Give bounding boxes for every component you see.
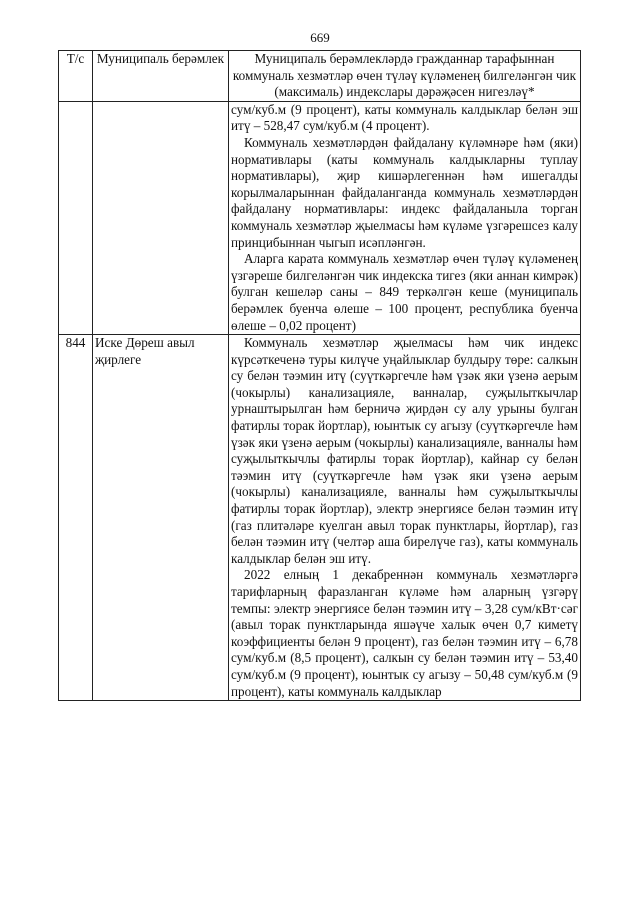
header-justification: Муниципаль берәмлекләрдә гражданнар тарафыннан коммуналь хезмәтләр өчен түләү күләменең билгеләнгән чик (максималь) индекслары дәрәҗәсен нигезләү*: [229, 51, 581, 102]
header-municipality: Муниципаль берәмлек: [93, 51, 229, 102]
tariff-justification-table: [58, 50, 581, 701]
table-row-continued: [59, 101, 581, 334]
cell-municipality-empty: [93, 101, 229, 334]
table-row-844: [59, 335, 581, 701]
cell-number-empty: [59, 101, 93, 334]
paragraph: сум/куб.м (9 процент), каты коммуналь калдыклар белән эш итү – 528,47 сум/куб.м (4 процент).: [231, 101, 578, 134]
cell-municipality: Иске Дөреш авыл җирлеге: [93, 335, 229, 701]
cell-justification: [229, 101, 581, 334]
paragraph: Коммуналь хезмәтләр җыелмасы һәм чик индекс күрсәткеченә туры килүче уңайлыклар булдыру төре: салкын су белән тәэмин итү (суүткәргечле һәм үзәк яки үзенә аерым (чокырлы) канализацияле, ванналар, суҗылыткычлар урнаштырылган һәм берничә җирдән су алу урыны булган фатирлы торак йортлар), юынтык су агызу (суүткәргечле һәм үзәк яки үзенә аерым (чокырлы) канализацияле, ванналы һәм суҗылыткычлы фатирлы торак йортлар), кайнар су белән тәэмин итү (суүткәргечле һәм үзәк яки үзенә аерым (чокырлы) канализацияле, ванналы һәм суҗылыткычлы фатирлы торак йортлар), электр энергиясе белән тәэмин итү (газ плитәләре куелган авыл торак пунктлары, йортлар), газ белән тәэмин итү (челтәр аша бирелүче газ), каты коммуналь калдыклар белән эш итү.: [231, 335, 578, 566]
page-number: 669: [310, 30, 330, 45]
table-header-row: [59, 51, 581, 102]
header-number: Т/с: [59, 51, 93, 102]
cell-number: 844: [59, 335, 93, 701]
cell-justification: [229, 335, 581, 701]
paragraph: 2022 елның 1 декабреннән коммуналь хезмәтләргә тарифларның фаразланган күләме һәм аларның үзгәрү темпы: электр энергиясе белән тәэмин итү – 3,28 сум/кВт·сәг (авыл торак пунктларында яшәүче халык өчен 0,7 киметү коэффициенты белән 9 процент), газ белән тәэмин итү – 6,78 сум/куб.м (8,5 процент), салкын су белән тәэмин итү – 53,40 сум/куб.м (9 процент), юынтык су агызу – 50,48 сум/куб.м (9 процент), каты коммуналь калдыклар: [231, 567, 578, 699]
paragraph: Коммуналь хезмәтләрдән файдалану күләмнәре һәм (яки) нормативлары (каты коммуналь калдыкларны туплау нормативлары), җир кишәрлегеннән һәм ишегалды корылмаларыннан файдаланганда коммуналь хезмәтләрдән файдалану нормативлары: индекс файдаланыла торган коммуналь хезмәтләр җыелмасы һәм күләме үзгәрешсез калу принцибыннан чыгып исәпләнгән.: [231, 134, 578, 250]
paragraph: Аларга карата коммуналь хезмәтләр өчен түләү күләменең үзгәреше билгеләнгән чик индекска тигез (яки аннан кимрәк) булган кешеләр саны – 849 теркәлгән кеше (муниципаль берәмлек буенча өлеше – 100 процент, республика буенча өлеше – 0,02 процент): [231, 251, 578, 333]
